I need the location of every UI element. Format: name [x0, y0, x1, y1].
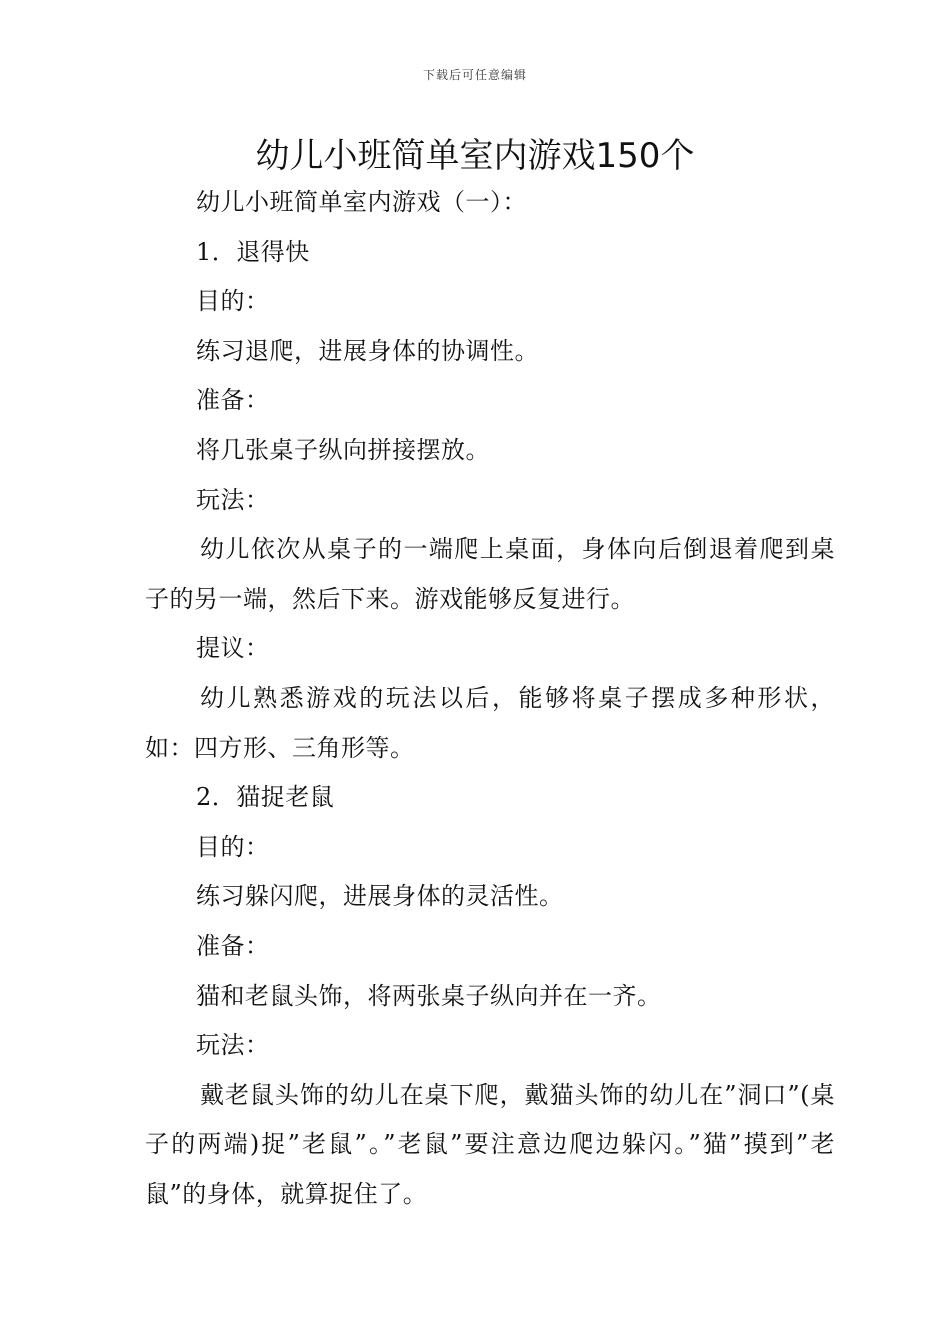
game-1-play-label: 玩法：	[196, 485, 270, 514]
game-2-prep-label: 准备：	[196, 931, 270, 960]
intro-line: 幼儿小班简单室内游戏（一）：	[196, 188, 527, 216]
game-2-play-label: 玩法：	[196, 1031, 270, 1060]
game-2-prep: 猫和老鼠头饰，将两张桌子纵向并在一齐。	[196, 981, 662, 1010]
game-1-tip-label: 提议：	[196, 634, 270, 663]
game-1-goal: 练习退爬，进展身体的协调性。	[196, 336, 539, 365]
game-1-tip: 幼儿熟悉游戏的玩法以后，能够将桌子摆成多种形状，如：四方形、三角形等。	[145, 683, 835, 762]
page-header-note: 下载后可任意编辑	[422, 68, 527, 82]
game-2-title: 2．猫捉老鼠	[196, 783, 335, 812]
game-2-goal: 练习躲闪爬，进展身体的灵活性。	[196, 882, 564, 911]
game-1-title: 1．退得快	[196, 237, 310, 266]
document-body	[145, 178, 835, 1219]
game-2-goal-label: 目的：	[196, 832, 270, 861]
game-1-goal-label: 目的：	[196, 287, 270, 316]
game-1-prep-label: 准备：	[196, 386, 270, 415]
game-2-play: 戴老鼠头饰的幼儿在桌下爬，戴猫头饰的幼儿在”洞口”(桌子的两端)捉”老鼠”。”老鼠”要注意边爬边躲闪。”猫”摸到”老鼠”的身体，就算捉住了。	[145, 1080, 835, 1208]
document-title: 幼儿小班简单室内游戏150个	[255, 136, 695, 176]
game-1-play: 幼儿依次从桌子的一端爬上桌面，身体向后倒退着爬到桌子的另一端，然后下来。游戏能够反复进行。	[145, 535, 835, 613]
game-1-prep: 将几张桌子纵向拼接摆放。	[196, 435, 490, 464]
